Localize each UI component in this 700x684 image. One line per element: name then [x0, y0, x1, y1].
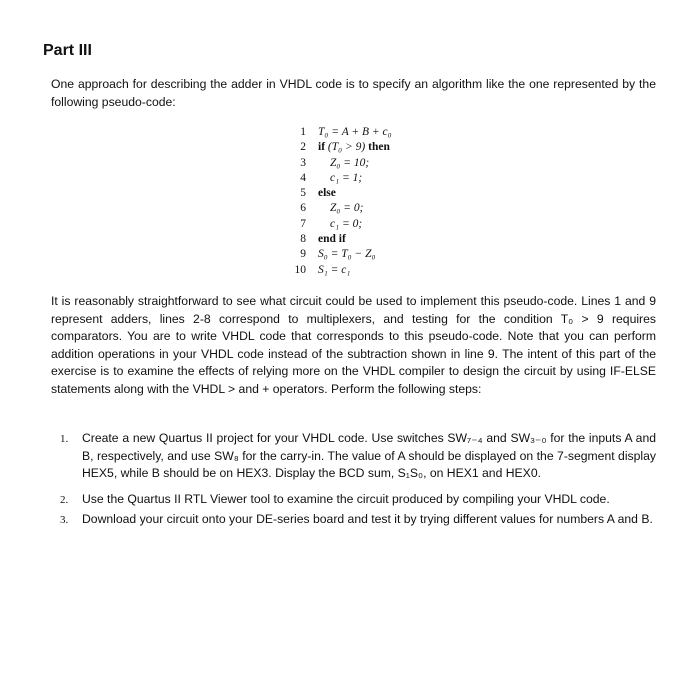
line-number: 4: [300, 171, 306, 184]
list-item: [60, 491, 656, 510]
line-number: 9: [300, 248, 306, 261]
code-text: T₀ = A + B + c₀: [318, 126, 392, 138]
step-number: 3.: [60, 514, 69, 527]
code-line: [284, 125, 392, 140]
code-text: S₁ = c₁: [318, 263, 351, 276]
list-item: [60, 430, 656, 483]
code-line: [284, 247, 392, 262]
code-line: [284, 140, 392, 155]
code-text: c₁ = 0;: [330, 217, 363, 230]
line-number: 8: [300, 233, 306, 246]
code-line: [284, 171, 392, 186]
code-line: [284, 263, 392, 278]
code-line: [284, 201, 392, 216]
code-line: [284, 217, 392, 232]
code-keyword: end if: [318, 233, 346, 246]
code-text: Z₀ = 10;: [330, 156, 370, 169]
line-number: 2: [300, 141, 306, 154]
line-number: 1: [300, 126, 306, 138]
intro-paragraph: One approach for describing the adder in VHDL code is to specify an algorithm like the one represented by the following pseudo-code:: [51, 77, 656, 109]
steps-list: [60, 430, 656, 536]
list-item: [60, 511, 656, 530]
line-number: 7: [300, 217, 306, 230]
step-number: 2.: [60, 493, 69, 506]
body-paragraph: It is reasonably straightforward to see what circuit could be used to implement this pseudo-code. Lines 1 and 9 represent adders, lines 2-8 correspond to multiplexers, and testing for the condition T₀ > 9 requires comparators. You are to write VHDL code that corresponds to this pseudo-code. Note that you can perform addition operations in your VHDL code instead of the subtraction shown in line 9. The intent of this part of the exercise is to examine the effects of relying more on the VHDL compiler to design the circuit by using IF-ELSE statements along with the VHDL > and + operators. Perform the following steps:: [51, 294, 656, 396]
line-number: 5: [300, 187, 306, 200]
code-text: (T₀ > 9): [325, 141, 369, 154]
code-text: c₁ = 1;: [330, 171, 363, 184]
pseudo-code-block: [284, 125, 392, 278]
step-text: Download your circuit onto your DE-series board and test it by trying different values for numbers A and B.: [82, 512, 653, 527]
line-number: 10: [294, 263, 306, 276]
code-text: Z₀ = 0;: [330, 202, 364, 215]
code-keyword: else: [318, 187, 336, 200]
step-number: 1.: [60, 433, 69, 445]
section-title: Part III: [43, 42, 92, 59]
code-line: [284, 232, 392, 247]
code-line: [284, 156, 392, 171]
step-text: Use the Quartus II RTL Viewer tool to examine the circuit produced by compiling your VHDL code.: [82, 491, 610, 506]
code-keyword: if: [318, 141, 326, 154]
line-number: 3: [300, 156, 306, 169]
code-keyword: then: [368, 141, 390, 154]
step-text: Create a new Quartus II project for your VHDL code. Use switches SW₇₋₄ and SW₃₋₀ for the inputs A and B, respectively, and use SW₈ for the carry-in. The value of A should be displayed on the 7-segment display HEX5, while B should be on HEX3. Display the BCD sum, S₁S₀, on HEX1 and HEX0.: [82, 431, 656, 481]
code-text: S₀ = T₀ − Z₀: [318, 248, 376, 261]
line-number: 6: [300, 202, 306, 215]
code-line: [284, 186, 392, 201]
